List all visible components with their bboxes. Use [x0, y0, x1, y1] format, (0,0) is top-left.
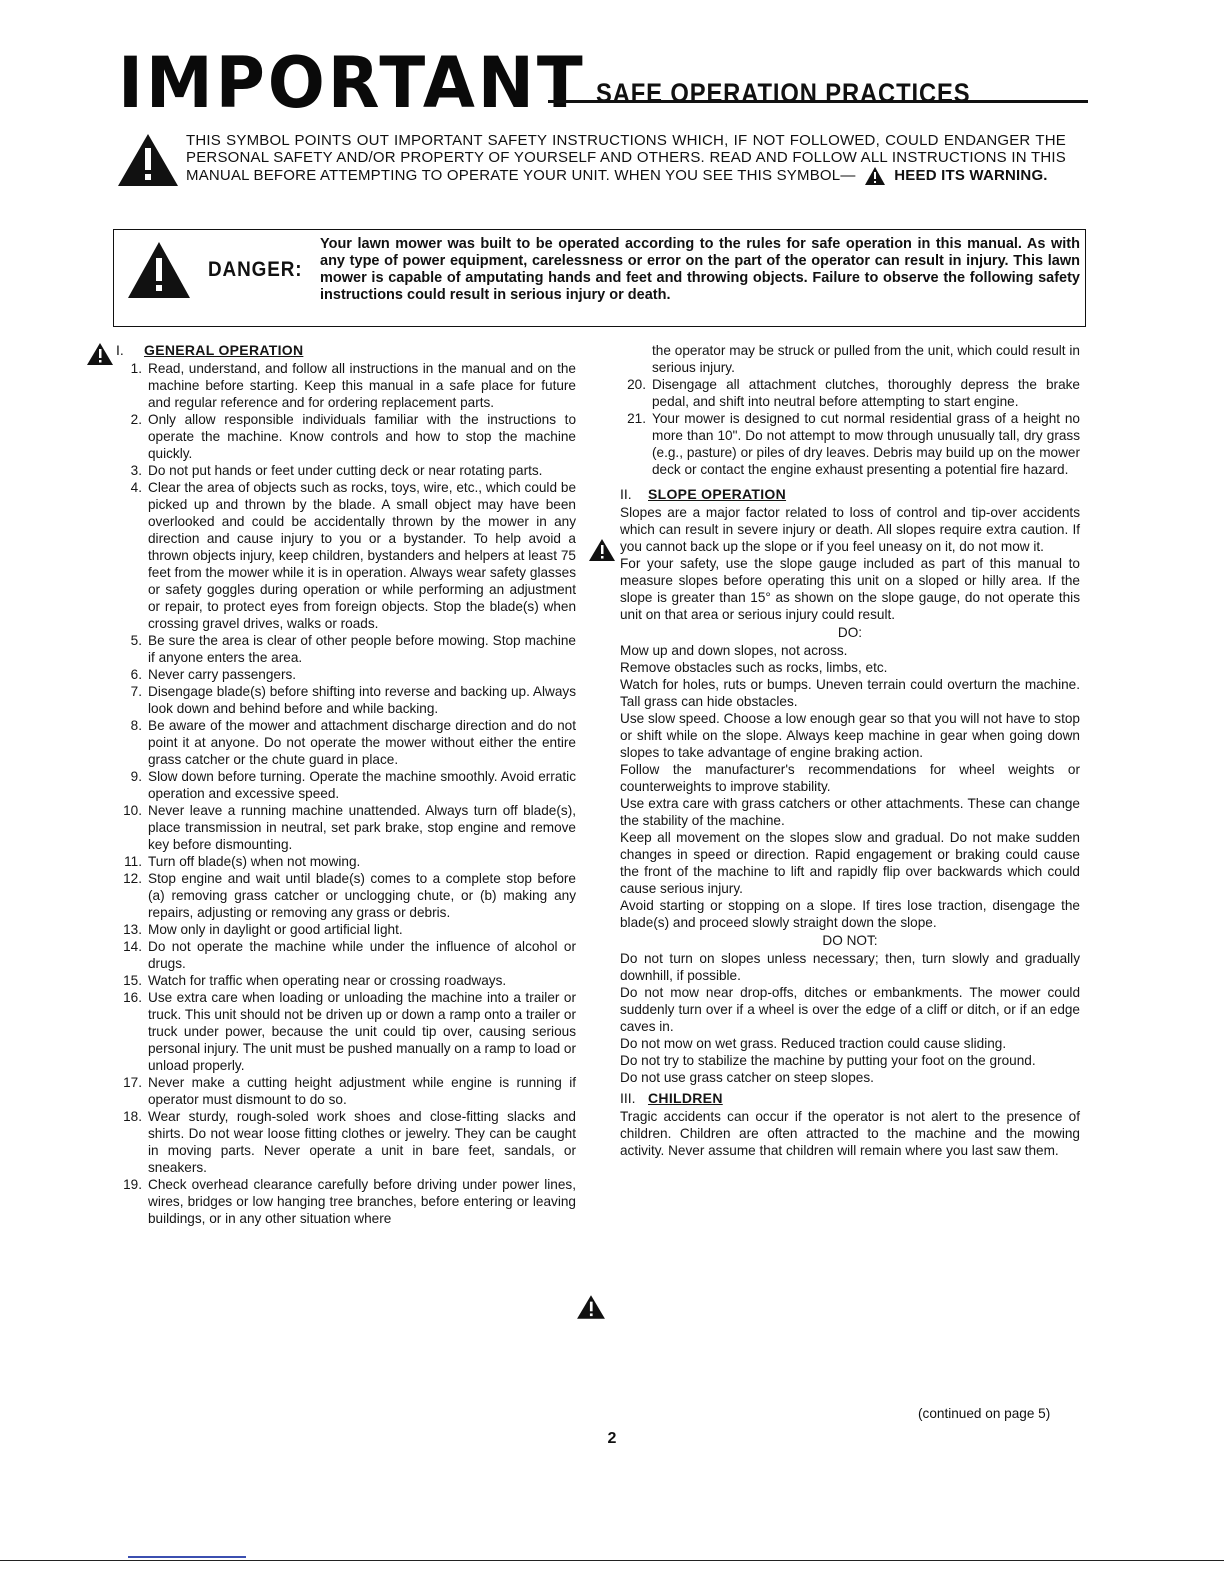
- list-item: Use extra care with grass catchers or other attachments. These can change the stability of the machine.: [620, 796, 1080, 828]
- warning-triangle-icon: [126, 240, 192, 300]
- item-number: 2.: [130, 412, 142, 427]
- list-item: [116, 632, 576, 666]
- item-number: 13.: [123, 922, 142, 937]
- item-number: 16.: [123, 990, 142, 1005]
- header-rule: [548, 100, 1088, 103]
- children-paragraph: Tragic accidents can occur if the operator is not alert to the presence of children. Children are often attracted to the machine and the mowing activity. Never assume that children will remain where you last saw them.: [620, 1109, 1080, 1158]
- list-item: [116, 853, 576, 870]
- item-number: 7.: [130, 684, 142, 699]
- item-text: Do not operate the machine while under the influence of alcohol or drugs.: [148, 939, 576, 971]
- do-heading: DO:: [837, 625, 863, 640]
- general-operation-list: [116, 360, 576, 1227]
- list-item: [620, 376, 1080, 410]
- list-item: [116, 360, 576, 411]
- list-item: Do not turn on slopes unless necessary; then, turn slowly and gradually downhill, if possible.: [620, 951, 1080, 983]
- item-text: Be aware of the mower and attachment discharge direction and do not point it at anyone. Do not operate the mower without either the entire grass catcher or the chute guard in place.: [148, 718, 576, 767]
- list-item: Mow up and down slopes, not across.: [620, 643, 848, 658]
- warning-triangle-icon: [588, 538, 616, 562]
- slope-paragraph-2: For your safety, use the slope gauge included as part of this manual to measure slopes before operating this unit on a sloped or hilly area. If the slope is greater than 15° as shown on the slope gauge, do not operate this unit on that area or serious injury could result.: [620, 556, 1080, 622]
- do-not-heading: DO NOT:: [822, 933, 878, 948]
- item-number: 10.: [123, 803, 142, 818]
- children-heading: III. CHILDREN: [620, 1090, 723, 1106]
- warning-triangle-icon: [864, 166, 886, 186]
- section-subtitle: SAFE OPERATION PRACTICES: [596, 78, 971, 108]
- important-heading: IMPORTANT: [118, 42, 586, 124]
- item-number: 18.: [123, 1109, 142, 1124]
- item-number: 11.: [124, 854, 142, 869]
- list-item: Remove obstacles such as rocks, limbs, etc.: [620, 660, 888, 675]
- bottom-rule: [0, 1560, 1224, 1561]
- list-item: Follow the manufacturer's recommendations for wheel weights or counterweights to improve stability.: [620, 762, 1080, 794]
- item-number: 20.: [627, 377, 646, 392]
- slope-paragraph-1: Slopes are a major factor related to loss of control and tip-over accidents which can result in severe injury or death. All slopes require extra caution. If you cannot back up the slope or if you feel uneasy on it, do not mow it.: [620, 505, 1080, 554]
- list-item: [116, 683, 576, 717]
- list-item: Keep all movement on the slopes slow and gradual. Do not make sudden changes in speed or direction. Rapid engagement or braking could cause the front of the machine to lift and rapidly flip over backwards which could cause serious injury.: [620, 830, 1080, 896]
- list-item: [116, 411, 576, 462]
- right-column: [620, 342, 1080, 1159]
- list-item: [116, 921, 576, 938]
- item-text: Stop engine and wait until blade(s) comes to a complete stop before (a) removing grass catcher or unclogging chute, or (b) making any repairs, adjusting or removing any grass or debris.: [148, 871, 576, 920]
- item-number: 3.: [130, 463, 142, 478]
- item-text: Use extra care when loading or unloading the machine into a trailer or truck. This unit should not be driven up or down a ramp onto a trailer or truck under power, because the unit could tip over, causing serious personal injury. The unit must be pushed manually on a ramp to load or unload properly.: [148, 990, 576, 1073]
- intro-heed: HEED ITS WARNING.: [894, 167, 1048, 184]
- warning-triangle-icon: [86, 342, 114, 366]
- intro-paragraph: [186, 132, 1066, 186]
- intro-text: THIS SYMBOL POINTS OUT IMPORTANT SAFETY INSTRUCTIONS WHICH, IF NOT FOLLOWED, COULD ENDANGER THE PERSONAL SAFETY AND/OR PROPERTY OF YOURSELF AND OTHERS. READ AND FOLLOW ALL INSTRUCTIONS IN THIS MANUAL BEFORE ATTEMPTING TO OPERATE YOUR UNIT. WHEN YOU SEE THIS SYMBOL—: [186, 132, 1066, 184]
- list-item: [116, 479, 576, 632]
- list-item: Do not try to stabilize the machine by putting your foot on the ground.: [620, 1053, 1036, 1068]
- danger-text: Your lawn mower was built to be operated according to the rules for safe operation in this manual. As with any type of power equipment, carelessness or error on the part of the operator can result in injury. This lawn mower is capable of amputating hands and feet and throwing objects. Failure to observe the following safety instructions could result in serious injury or death.: [320, 236, 1080, 303]
- list-item: [116, 666, 576, 683]
- list-item: Watch for holes, ruts or bumps. Uneven terrain could overturn the machine. Tall grass can hide obstacles.: [620, 677, 1080, 709]
- item-number: 9.: [130, 769, 142, 784]
- do-list: [620, 642, 1080, 931]
- list-item: [116, 870, 576, 921]
- item-text: Mow only in daylight or good artificial light.: [148, 922, 403, 937]
- item-text: Check overhead clearance carefully before driving under power lines, wires, bridges or low hanging tree branches, before entering or leaving buildings, or in any other situation where: [148, 1177, 576, 1226]
- item-number: 15.: [123, 973, 142, 988]
- list-item: Do not mow on wet grass. Reduced traction could cause sliding.: [620, 1036, 1007, 1051]
- item-text: Only allow responsible individuals familiar with the instructions to operate the machine. Know controls and how to stop the machine quickly.: [148, 412, 576, 461]
- item-text: Never make a cutting height adjustment while engine is running if operator must dismount to do so.: [148, 1075, 576, 1107]
- do-not-list: [620, 950, 1080, 1086]
- item-text: Never carry passengers.: [148, 667, 297, 682]
- list-item: Do not use grass catcher on steep slopes.: [620, 1070, 874, 1085]
- item-number: 17.: [123, 1075, 142, 1090]
- item-number: 14.: [123, 939, 142, 954]
- item-text: Your mower is designed to cut normal residential grass of a height no more than 10". Do not attempt to mow through unusually tall, dry grass (e.g., pasture) or piles of dry leaves. Debris may build up on the mower deck or contact the engine exhaust presenting a potential fire hazard.: [652, 411, 1080, 477]
- item-number: 4.: [130, 480, 142, 495]
- item-text: Read, understand, and follow all instructions in the manual and on the machine before starting. Keep this manual in a safe place for future and regular reference and for ordering replacement parts.: [148, 361, 576, 410]
- item-text: Never leave a running machine unattended. Always turn off blade(s), place transmission in neutral, set park brake, stop engine and remove key before dismounting.: [148, 803, 576, 852]
- list-item: [116, 1176, 576, 1227]
- slope-operation-heading: II. SLOPE OPERATION: [620, 486, 787, 502]
- list-item: [116, 938, 576, 972]
- item-text: Turn off blade(s) when not mowing.: [148, 854, 361, 869]
- item-number: 8.: [130, 718, 142, 733]
- list-item: Do not mow near drop-offs, ditches or embankments. The mower could suddenly turn over if a wheel is over the edge of a cliff or ditch, or if an edge caves in.: [620, 985, 1080, 1034]
- item-text: Do not put hands or feet under cutting deck or near rotating parts.: [148, 463, 543, 478]
- item-text: Slow down before turning. Operate the machine smoothly. Avoid erratic operation and excessive speed.: [148, 769, 576, 801]
- left-column: [116, 342, 576, 1227]
- item-number: 12.: [123, 871, 142, 886]
- list-item: [116, 989, 576, 1074]
- item-text: Disengage blade(s) before shifting into reverse and backing up. Always look down and behind before and while backing.: [148, 684, 576, 716]
- list-item: [116, 717, 576, 768]
- list-item: [116, 802, 576, 853]
- list-item: [116, 1108, 576, 1176]
- item-text: Watch for traffic when operating near or crossing roadways.: [148, 973, 507, 988]
- item-text: Clear the area of objects such as rocks, toys, wire, etc., which could be picked up and thrown by the blade. A small object may have been overlooked and could be accidentally thrown by the mower in any direction and cause injury to you or a bystander. To help avoid a thrown objects injury, keep children, bystanders and helpers at least 75 feet from the mower while it is in operation. Always wear safety glasses or safety goggles during operation or while performing an adjustment or repair, to protect eyes from foreign objects. Stop the blade(s) when crossing gravel drives, walks or roads.: [148, 480, 576, 631]
- item-number: 6.: [130, 667, 142, 682]
- list-item: [116, 972, 576, 989]
- warning-triangle-icon: [116, 132, 180, 188]
- general-operation-list-continued: [620, 376, 1080, 478]
- page-number: 2: [607, 1430, 617, 1447]
- list-item: [116, 1074, 576, 1108]
- general-operation-heading: I. GENERAL OPERATION: [116, 342, 304, 358]
- warning-triangle-icon: [576, 1294, 606, 1320]
- bottom-accent-rule: [128, 1556, 246, 1558]
- list-item: [116, 462, 576, 479]
- danger-label: DANGER:: [208, 258, 303, 281]
- item-number: 19.: [123, 1177, 142, 1192]
- list-item: Use slow speed. Choose a low enough gear so that you will not have to stop or shift while on the slope. Always keep machine in gear when going down slopes to take advantage of engine braking action.: [620, 711, 1080, 760]
- list-item: Avoid starting or stopping on a slope. If tires lose traction, disengage the blade(s) and proceed slowly straight down the slope.: [620, 898, 1080, 930]
- continued-note: (continued on page 5): [918, 1406, 1051, 1421]
- list-item: the operator may be struck or pulled from the unit, which could result in serious injury.: [652, 343, 1080, 375]
- list-item: [620, 410, 1080, 478]
- item-text: Disengage all attachment clutches, thoroughly depress the brake pedal, and shift into neutral before attempting to start engine.: [652, 377, 1080, 409]
- item-text: Wear sturdy, rough-soled work shoes and close-fitting slacks and shirts. Do not wear loose fitting clothes or jewelry. They can be caught in moving parts. Never operate a unit in bare feet, sandals, or sneakers.: [148, 1109, 576, 1175]
- item-number: 1.: [130, 361, 142, 376]
- item-number: 5.: [130, 633, 142, 648]
- list-item: [116, 768, 576, 802]
- item-text: Be sure the area is clear of other people before mowing. Stop machine if anyone enters the area.: [148, 633, 576, 665]
- item-number: 21.: [627, 411, 646, 426]
